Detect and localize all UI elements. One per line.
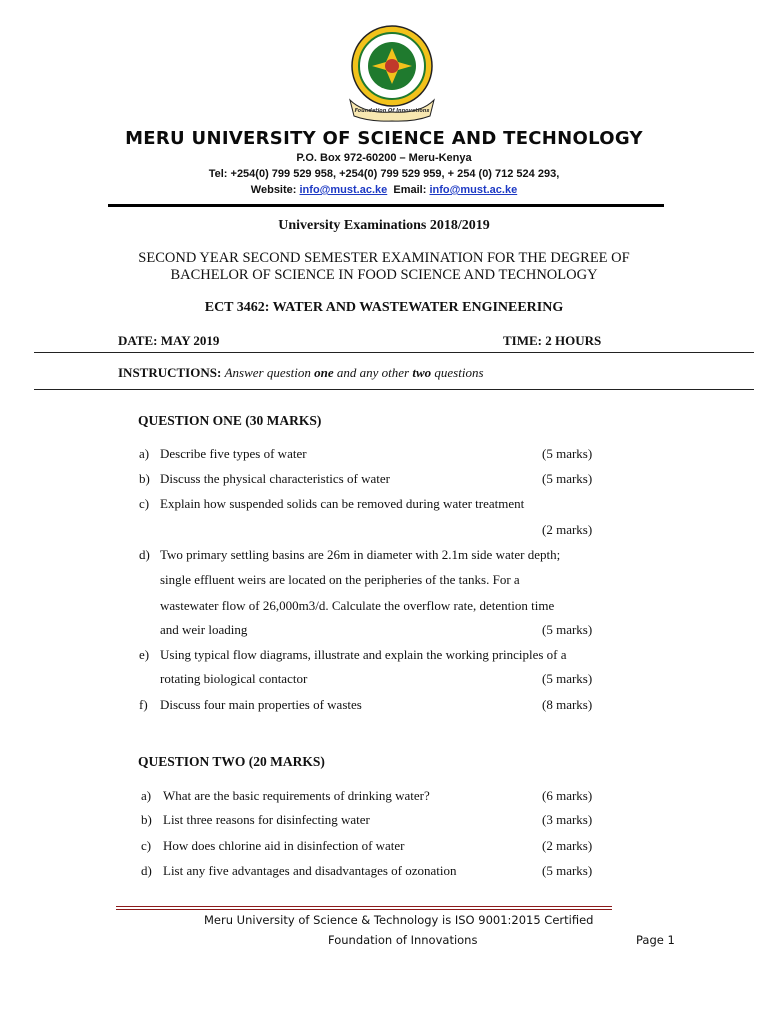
logo-motto: Foundation Of Innovations [354, 108, 430, 114]
university-name: MERU UNIVERSITY OF SCIENCE AND TECHNOLOGY [125, 128, 643, 149]
q2a-marks: (6 marks) [542, 788, 593, 803]
po-box: P.O. Box 972-60200 – Meru-Kenya [296, 152, 472, 164]
email-link[interactable]: info@must.ac.ke [429, 184, 518, 196]
q2b-text: List three reasons for disinfecting water [163, 812, 370, 827]
q2b-marks: (3 marks) [542, 812, 593, 827]
q1d-letter: d) [139, 547, 150, 562]
q1e-marks: (5 marks) [542, 671, 593, 686]
divider-top [34, 352, 754, 353]
instructions-label: INSTRUCTIONS: [118, 365, 222, 380]
email-label: Email: [393, 184, 427, 196]
instructions-one: one [314, 365, 334, 380]
q2b-letter: b) [141, 812, 152, 827]
q2d-letter: d) [141, 863, 152, 878]
q2c-text: How does chlorine aid in disinfection of water [163, 838, 405, 853]
instructions-two: two [412, 365, 432, 380]
telephone: Tel: +254(0) 799 529 958, +254(0) 799 529 959, + 254 (0) 712 524 293, [208, 168, 560, 180]
divider-bottom [34, 389, 754, 390]
q2a-letter: a) [141, 788, 152, 803]
question-one-heading: QUESTION ONE (30 MARKS) [138, 413, 322, 428]
q1d-line-3: wastewater flow of 26,000m3/d. Calculate the overflow rate, detention time [160, 598, 555, 613]
header-divider [108, 204, 664, 207]
website-link[interactable]: info@must.ac.ke [299, 184, 388, 196]
page-number: Page 1 [636, 933, 675, 947]
q1e-line-1: Using typical flow diagrams, illustrate and explain the working principles of a [160, 647, 567, 662]
q1b-letter: b) [139, 471, 150, 486]
q1f-text: Discuss four main properties of wastes [160, 697, 362, 712]
footer-motto: Foundation of Innovations [328, 933, 478, 947]
q1e-line-2: rotating biological contactor [160, 671, 308, 686]
degree-line-2: BACHELOR OF SCIENCE IN FOOD SCIENCE AND TECHNOLOGY [170, 267, 598, 283]
q2c-marks: (2 marks) [542, 838, 593, 853]
q1d-line-2: single effluent weirs are located on the peripheries of the tanks. For a [160, 572, 520, 587]
question-two-heading: QUESTION TWO (20 MARKS) [138, 754, 325, 769]
exam-time: TIME: 2 HOURS [503, 333, 602, 348]
exam-title: University Examinations 2018/2019 [278, 218, 490, 233]
q1c-letter: c) [139, 496, 150, 511]
q1d-marks: (5 marks) [542, 622, 593, 637]
q1e-letter: e) [139, 647, 150, 662]
q1b-marks: (5 marks) [542, 471, 593, 486]
q1c-marks: (2 marks) [542, 522, 593, 537]
footer-rule-2 [116, 909, 612, 910]
q1a-marks: (5 marks) [542, 446, 593, 461]
q1d-line-1: Two primary settling basins are 26m in diameter with 2.1m side water depth; [160, 547, 561, 562]
contact-line [0, 184, 768, 196]
q2d-text: List any five advantages and disadvantages of ozonation [163, 863, 457, 878]
q1d-line-4: and weir loading [160, 622, 248, 637]
q2a-text: What are the basic requirements of drinking water? [163, 788, 430, 803]
q1a-text: Describe five types of water [160, 446, 307, 461]
q1f-letter: f) [139, 697, 148, 712]
exam-date: DATE: MAY 2019 [118, 333, 220, 348]
course-title: ECT 3462: WATER AND WASTEWATER ENGINEERING [204, 300, 564, 315]
website-label: Website: [250, 184, 297, 196]
q1c-text: Explain how suspended solids can be removed during water treatment [160, 496, 525, 511]
footer-iso: Meru University of Science & Technology is ISO 9001:2015 Certified [204, 913, 594, 927]
instructions [118, 365, 484, 381]
instructions-text-2: and any other [336, 365, 410, 380]
q2d-marks: (5 marks) [542, 863, 593, 878]
q1a-letter: a) [139, 446, 150, 461]
q1f-marks: (8 marks) [542, 697, 593, 712]
instructions-text-1: Answer question [224, 365, 311, 380]
q1b-text: Discuss the physical characteristics of water [160, 471, 390, 486]
q2c-letter: c) [141, 838, 152, 853]
instructions-text-3: questions [434, 365, 484, 380]
footer-rule-1 [116, 906, 612, 907]
degree-line-1: SECOND YEAR SECOND SEMESTER EXAMINATION FOR THE DEGREE OF [138, 250, 630, 266]
